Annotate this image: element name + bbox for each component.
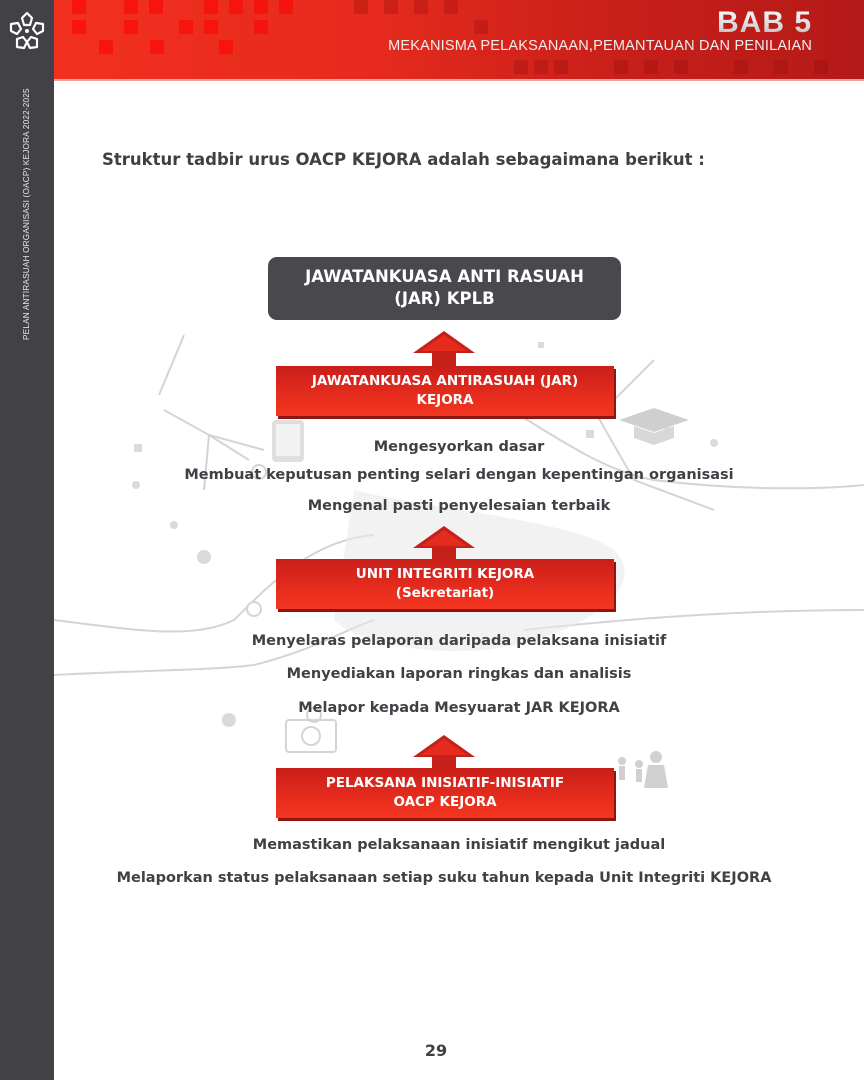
jar-kplb-line1: JAWATANKUASA ANTI RASUAH — [305, 267, 584, 286]
page-number: 29 — [424, 1041, 448, 1060]
sidebar — [0, 0, 54, 1080]
jar-kejora-box — [276, 366, 614, 416]
unit-integriti-line2: (Sekretariat) — [395, 585, 495, 601]
duty-item: Memastikan pelaksanaan inisiatif mengikut jadual — [252, 837, 666, 853]
duty-item: Mengenal pasti penyelesaian terbaik — [307, 498, 611, 514]
pelaksana-inisiatif-line2: OACP KEJORA — [393, 794, 497, 810]
kejora-logo-icon — [6, 10, 48, 52]
pelaksana-inisiatif-line1: PELAKSANA INISIATIF-INISIATIF — [325, 775, 565, 791]
duty-item: Melapor kepada Mesyuarat JAR KEJORA — [298, 700, 620, 716]
pelaksana-inisiatif-box — [276, 768, 614, 818]
duty-item: Menyediakan laporan ringkas dan analisis — [286, 666, 632, 682]
duty-item: Melaporkan status pelaksanaan setiap suku tahun kepada Unit Integriti KEJORA — [116, 870, 772, 886]
duty-item: Menyelaras pelaporan daripada pelaksana inisiatif — [251, 633, 667, 649]
duty-item: Membuat keputusan penting selari dengan kepentingan organisasi — [184, 467, 734, 483]
arrow-up-icon — [413, 331, 475, 367]
arrow-up-icon — [413, 735, 475, 771]
arrow-up-icon — [413, 526, 475, 562]
chapter-number: BAB 5 — [716, 6, 812, 39]
unit-integriti-line1: UNIT INTEGRITI KEJORA — [355, 566, 535, 582]
chapter-header — [54, 0, 864, 80]
jar-kejora-line1: JAWATANKUASA ANTIRASUAH (JAR) — [311, 373, 579, 389]
jar-kplb-line2: (JAR) KPLB — [394, 289, 495, 308]
document-title-vertical: PELAN ANTIRASUAH ORGANISASI (OACP) KEJORA 2022-2025 — [22, 88, 31, 340]
unit-integriti-box — [276, 559, 614, 609]
jar-kplb-box — [268, 257, 621, 320]
chapter-subtitle: MEKANISMA PELAKSANAAN,PEMANTAUAN DAN PENILAIAN — [388, 38, 812, 54]
header-divider — [54, 79, 864, 81]
jar-kejora-line2: KEJORA — [416, 392, 474, 408]
intro-text: Struktur tadbir urus OACP KEJORA adalah sebagaimana berikut : — [102, 150, 705, 169]
duty-item: Mengesyorkan dasar — [373, 439, 545, 455]
